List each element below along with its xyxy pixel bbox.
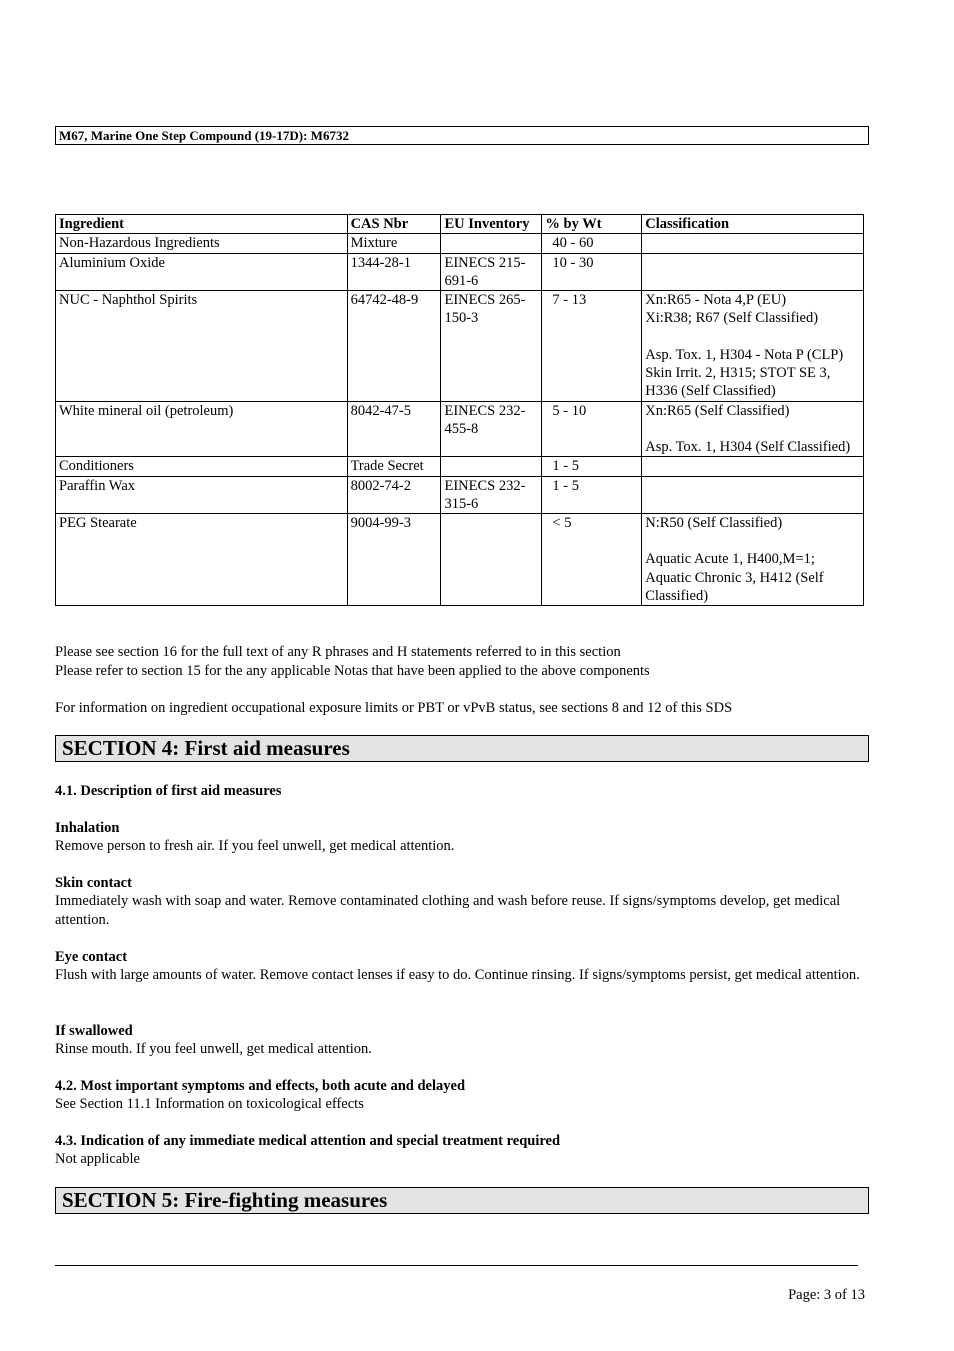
ingredients-table xyxy=(55,214,864,606)
document-title-box xyxy=(55,126,869,145)
cell-classification xyxy=(642,291,864,401)
cell-ingredient: Paraffin Wax xyxy=(56,476,348,514)
cell-cas-number: 9004-99-3 xyxy=(347,514,441,606)
cell-eu-inventory: EINECS 215-691-6 xyxy=(441,253,542,291)
classification-line: Skin Irrit. 2, H315; STOT SE 3, H336 (Self Classified) xyxy=(645,365,831,400)
cell-ingredient: Conditioners xyxy=(56,457,348,476)
classification-line xyxy=(645,532,860,550)
cell-pct-by-wt: 40 - 60 xyxy=(542,234,642,253)
section-5-header: SECTION 5: Fire-fighting measures xyxy=(55,1187,869,1214)
eye-contact-heading: Eye contact xyxy=(55,949,128,965)
table-row xyxy=(56,253,864,291)
cell-eu-inventory: EINECS 232-455-8 xyxy=(441,401,542,457)
footer-rule xyxy=(55,1265,858,1266)
cell-eu-inventory: EINECS 265-150-3 xyxy=(441,291,542,401)
table-header-row xyxy=(56,215,864,234)
cell-classification xyxy=(642,234,864,253)
cell-pct-by-wt: 5 - 10 xyxy=(542,401,642,457)
inhalation-heading: Inhalation xyxy=(55,820,120,836)
table-row xyxy=(56,401,864,457)
page-number: Page: 3 of 13 xyxy=(788,1287,865,1303)
cell-eu-inventory xyxy=(441,234,542,253)
subsection-4-1-title: 4.1. Description of first aid measures xyxy=(55,783,282,799)
cell-ingredient: Non-Hazardous Ingredients xyxy=(56,234,348,253)
classification-line: Aquatic Acute 1, H400,M=1; Aquatic Chronic 3, H412 (Self Classified) xyxy=(645,551,824,605)
classification-line xyxy=(645,420,860,438)
skin-contact-heading: Skin contact xyxy=(55,875,132,891)
header-classification: Classification xyxy=(642,215,864,234)
note-exposure-limits: For information on ingredient occupational exposure limits or PBT or vPvB status, see sections 8 and 12 of this SDS xyxy=(55,700,733,716)
cell-cas-number: 8002-74-2 xyxy=(347,476,441,514)
classification-line: Xn:R65 (Self Classified) xyxy=(645,402,790,419)
cell-ingredient: White mineral oil (petroleum) xyxy=(56,401,348,457)
if-swallowed-heading: If swallowed xyxy=(55,1023,133,1039)
eye-contact-text: Flush with large amounts of water. Remove contact lenses if easy to do. Continue rinsing. If signs/symptoms persist, get medical attention. xyxy=(55,967,860,983)
header-cas: CAS Nbr xyxy=(347,215,441,234)
table-row xyxy=(56,457,864,476)
table-row xyxy=(56,291,864,401)
cell-cas-number: Mixture xyxy=(347,234,441,253)
subsection-4-3-text: Not applicable xyxy=(55,1151,140,1167)
cell-classification xyxy=(642,514,864,606)
classification-line: Asp. Tox. 1, H304 (Self Classified) xyxy=(645,438,851,455)
cell-pct-by-wt: 7 - 13 xyxy=(542,291,642,401)
cell-pct-by-wt: 10 - 30 xyxy=(542,253,642,291)
cell-ingredient: NUC - Naphthol Spirits xyxy=(56,291,348,401)
table-row xyxy=(56,234,864,253)
subsection-4-3-title: 4.3. Indication of any immediate medical attention and special treatment required xyxy=(55,1133,561,1149)
cell-eu-inventory: EINECS 232-315-6 xyxy=(441,476,542,514)
subsection-4-2-text: See Section 11.1 Information on toxicological effects xyxy=(55,1096,364,1112)
note-r-phrases: Please see section 16 for the full text of any R phrases and H statements referred to in this section xyxy=(55,644,621,660)
classification-line: N:R50 (Self Classified) xyxy=(645,515,783,532)
cell-pct-by-wt: < 5 xyxy=(542,514,642,606)
cell-ingredient: PEG Stearate xyxy=(56,514,348,606)
header-eu-inventory: EU Inventory xyxy=(441,215,542,234)
note-notas: Please refer to section 15 for the any applicable Notas that have been applied to the above components xyxy=(55,663,650,679)
classification-line: Xi:R38; R67 (Self Classified) xyxy=(645,310,819,327)
cell-cas-number: 1344-28-1 xyxy=(347,253,441,291)
classification-line xyxy=(645,328,860,346)
cell-pct-by-wt: 1 - 5 xyxy=(542,476,642,514)
cell-ingredient: Aluminium Oxide xyxy=(56,253,348,291)
inhalation-text: Remove person to fresh air. If you feel unwell, get medical attention. xyxy=(55,838,455,854)
subsection-4-2-title: 4.2. Most important symptoms and effects, both acute and delayed xyxy=(55,1078,466,1094)
header-pct-by-wt: % by Wt xyxy=(542,215,642,234)
document-title: M67, Marine One Step Compound (19-17D): M6732 xyxy=(59,128,349,143)
classification-line: Asp. Tox. 1, H304 - Nota P (CLP) xyxy=(645,346,844,363)
skin-contact-text: Immediately wash with soap and water. Remove contaminated clothing and wash before reuse. If signs/symptoms develop, get medical attention. xyxy=(55,893,841,928)
header-ingredient: Ingredient xyxy=(56,215,348,234)
if-swallowed-text: Rinse mouth. If you feel unwell, get medical attention. xyxy=(55,1041,372,1057)
section-4-header: SECTION 4: First aid measures xyxy=(55,735,869,762)
cell-cas-number: 8042-47-5 xyxy=(347,401,441,457)
cell-classification xyxy=(642,253,864,291)
table-row xyxy=(56,476,864,514)
cell-cas-number: Trade Secret xyxy=(347,457,441,476)
cell-classification xyxy=(642,457,864,476)
cell-eu-inventory xyxy=(441,514,542,606)
classification-line: Xn:R65 - Nota 4,P (EU) xyxy=(645,292,787,309)
table-row xyxy=(56,514,864,606)
cell-cas-number: 64742-48-9 xyxy=(347,291,441,401)
cell-pct-by-wt: 1 - 5 xyxy=(542,457,642,476)
cell-classification xyxy=(642,401,864,457)
cell-classification xyxy=(642,476,864,514)
cell-eu-inventory xyxy=(441,457,542,476)
